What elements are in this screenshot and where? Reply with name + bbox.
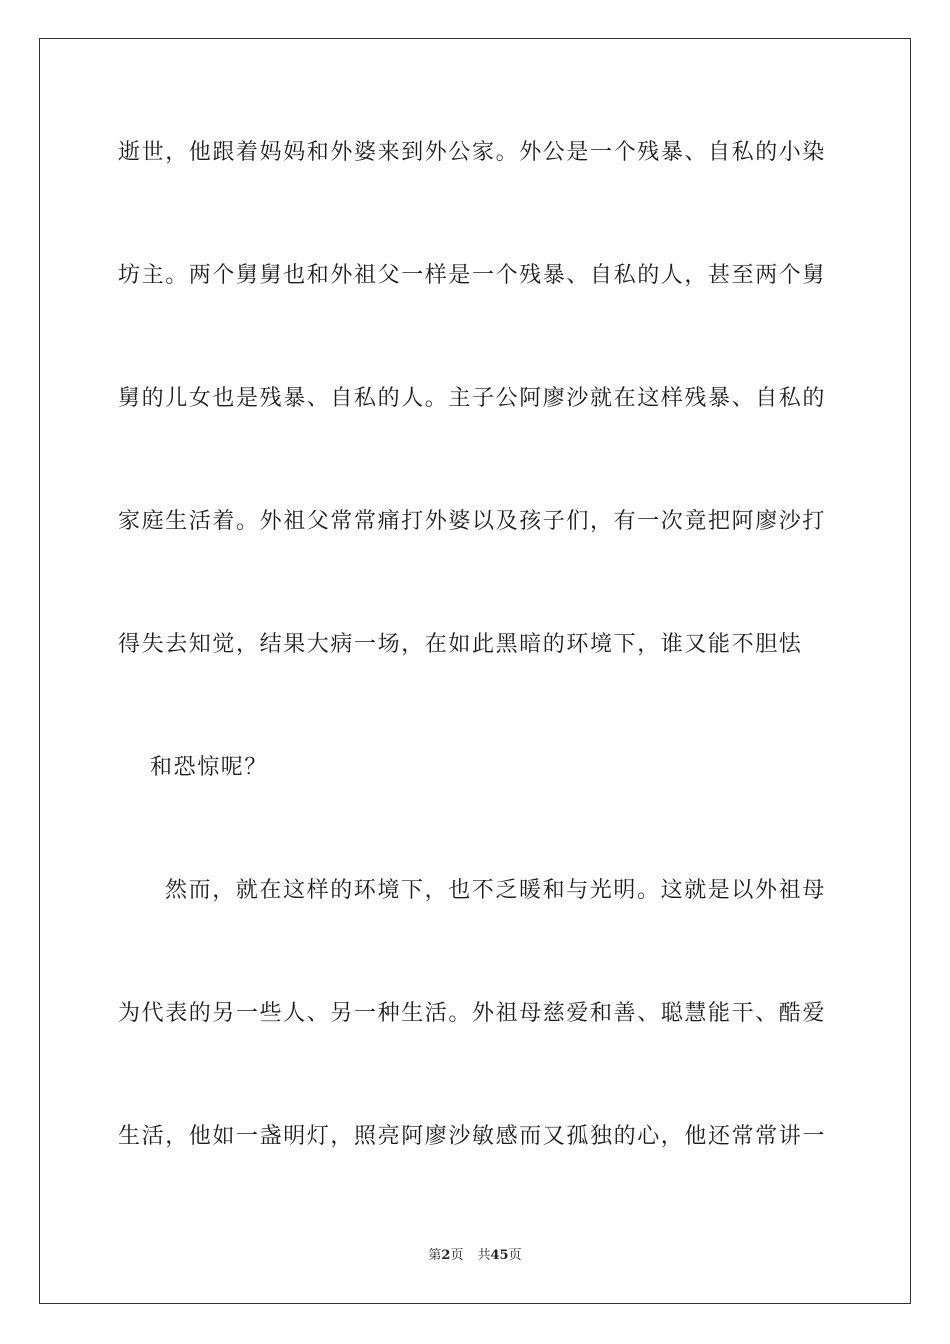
body-line-5: 得失去知觉，结果大病一场，在如此黑暗的环境下，谁又能不胆怯 [118,632,803,657]
body-line-8: 为代表的另一些人、另一种生活。外祖母慈爱和善、聪慧能干、酷爱 [118,1001,827,1026]
total-suffix: 页 [508,1248,522,1263]
total-prefix: 共 [477,1248,491,1263]
page-suffix: 页 [450,1248,464,1263]
body-line-3: 舅的儿女也是残暴、自私的人。主子公阿廖沙就在这样残暴、自私的 [118,386,827,411]
total-pages: 45 [490,1248,509,1263]
body-line-7: 然而，就在这样的环境下，也不乏暖和与光明。这就是以外祖母 [165,878,826,903]
page-prefix: 第 [428,1248,442,1263]
body-line-4: 家庭生活着。外祖父常常痛打外婆以及孩子们，有一次竟把阿廖沙打 [118,509,827,534]
page-footer [0,1247,950,1265]
body-line-2: 坊主。两个舅舅也和外祖父一样是一个残暴、自私的人，甚至两个舅 [118,263,827,288]
body-line-9: 生活，他如一盏明灯，照亮阿廖沙敏感而又孤独的心，他还常常讲一 [118,1124,827,1149]
body-line-1: 逝世，他跟着妈妈和外婆来到外公家。外公是一个残暴、自私的小染 [118,140,827,165]
page-border [39,38,911,1304]
page-number: 2 [441,1248,451,1263]
body-line-6: 和恐惊呢？ [150,755,269,780]
